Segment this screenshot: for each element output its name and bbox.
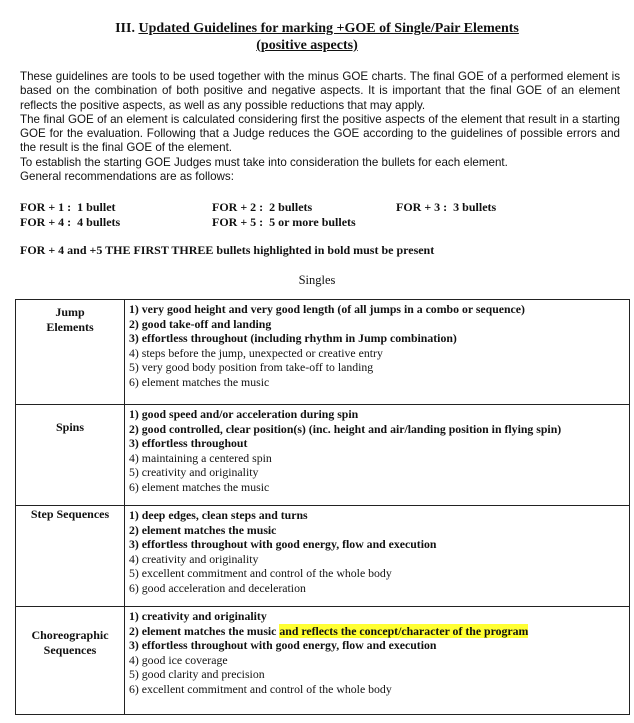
- bullets-cell: [125, 300, 630, 405]
- bullet-item: 4) good ice coverage: [129, 652, 228, 667]
- for-rule-plus4: FOR + 4 : 4 bullets: [20, 215, 121, 229]
- highlighted-text: and reflects the concept/character of the program: [279, 623, 529, 638]
- title-underlined: Updated Guidelines for marking +GOE of Single/Pair Elements: [138, 21, 519, 36]
- table-row-jump: [16, 300, 630, 405]
- intro-paragraph-2: The final GOE of an element is calculated considering first the positive aspects of the element that result in a starting GOE for the evaluation. Following that a Judge reduces the GOE according to the guidelines of possible errors and the result is the final GOE of the element.: [20, 112, 620, 155]
- table-row-step-sequences: [16, 506, 630, 607]
- bullets-cell: [125, 506, 630, 607]
- bullet-item: 4) creativity and originality: [129, 551, 259, 566]
- for-rule-plus2: FOR + 2 : 2 bullets: [212, 200, 313, 214]
- bullet-item: 5) good clarity and precision: [129, 667, 265, 681]
- bullet-item: 6) element matches the music: [129, 374, 270, 389]
- bullets-cell: [125, 607, 630, 715]
- intro-text: [20, 70, 620, 184]
- category-cell: Step Sequences: [16, 506, 125, 607]
- for-rule-plus1: FOR + 1 : 1 bullet: [20, 200, 116, 214]
- bullet-item: 1) very good height and very good length (of all jumps in a combo or sequence): [129, 302, 525, 316]
- bullet-item: 3) effortless throughout: [129, 436, 248, 450]
- page-subtitle: (positive aspects): [256, 38, 358, 53]
- for-rule-plus5: FOR + 5 : 5 or more bullets: [212, 215, 356, 229]
- bullet-item: 6) element matches the music: [129, 479, 270, 494]
- bullet-item: 2) element matches the music and reflects the concept/character of the program: [129, 623, 529, 638]
- bullet-item: 3) effortless throughout (including rhythm in Jump combination): [129, 331, 457, 345]
- bullet-item: 4) maintaining a centered spin: [129, 450, 272, 465]
- table-row-spins: [16, 405, 630, 506]
- page-title: [0, 20, 634, 37]
- bullets-cell: [125, 405, 630, 506]
- guidelines-table: [15, 299, 630, 715]
- bold-bullets-note: FOR + 4 and +5 THE FIRST THREE bullets highlighted in bold must be present: [20, 243, 435, 257]
- category-cell: Jump Elements: [16, 300, 125, 405]
- bullet-item: 1) creativity and originality: [129, 609, 267, 623]
- bullet-item: 4) steps before the jump, unexpected or creative entry: [129, 345, 383, 360]
- bullet-item: 3) effortless throughout with good energy, flow and execution: [129, 638, 437, 652]
- bullet-item: 2) good take-off and landing: [129, 316, 272, 331]
- bullet-item: 3) effortless throughout with good energy, flow and execution: [129, 537, 437, 551]
- intro-paragraph-3: To establish the starting GOE Judges must take into consideration the bullets for each element.: [20, 155, 508, 169]
- for-rule-plus3: FOR + 3 : 3 bullets: [396, 200, 497, 214]
- category-cell: Spins: [16, 405, 125, 506]
- table-row-choreographic: [16, 607, 630, 715]
- title-prefix: III.: [115, 21, 139, 36]
- bullet-item: 2) element matches the music: [129, 522, 277, 537]
- bullet-item: 1) good speed and/or acceleration during spin: [129, 407, 359, 421]
- intro-paragraph-1: These guidelines are tools to be used together with the minus GOE charts. The final GOE of a performed element is based on the combination of both positive and negative aspects. It is important that the final GOE of an element reflects the positive aspects, as well as any possible reductions that may apply.: [20, 70, 620, 112]
- bullet-item: 5) creativity and originality: [129, 465, 259, 479]
- bullet-item: 1) deep edges, clean steps and turns: [129, 508, 308, 522]
- bullet-item: 5) excellent commitment and control of the whole body: [129, 566, 392, 580]
- section-title-singles: Singles: [298, 273, 336, 287]
- bullet-item: 2) good controlled, clear position(s) (inc. height and air/landing position in flying spin): [129, 421, 562, 436]
- bullet-item: 6) good acceleration and deceleration: [129, 580, 306, 595]
- intro-paragraph-4: General recommendations are as follows:: [20, 170, 234, 184]
- category-cell: Choreographic Sequences: [16, 607, 125, 715]
- bullet-item: 5) very good body position from take-off to landing: [129, 360, 374, 374]
- bullet-item: 6) excellent commitment and control of the whole body: [129, 681, 392, 696]
